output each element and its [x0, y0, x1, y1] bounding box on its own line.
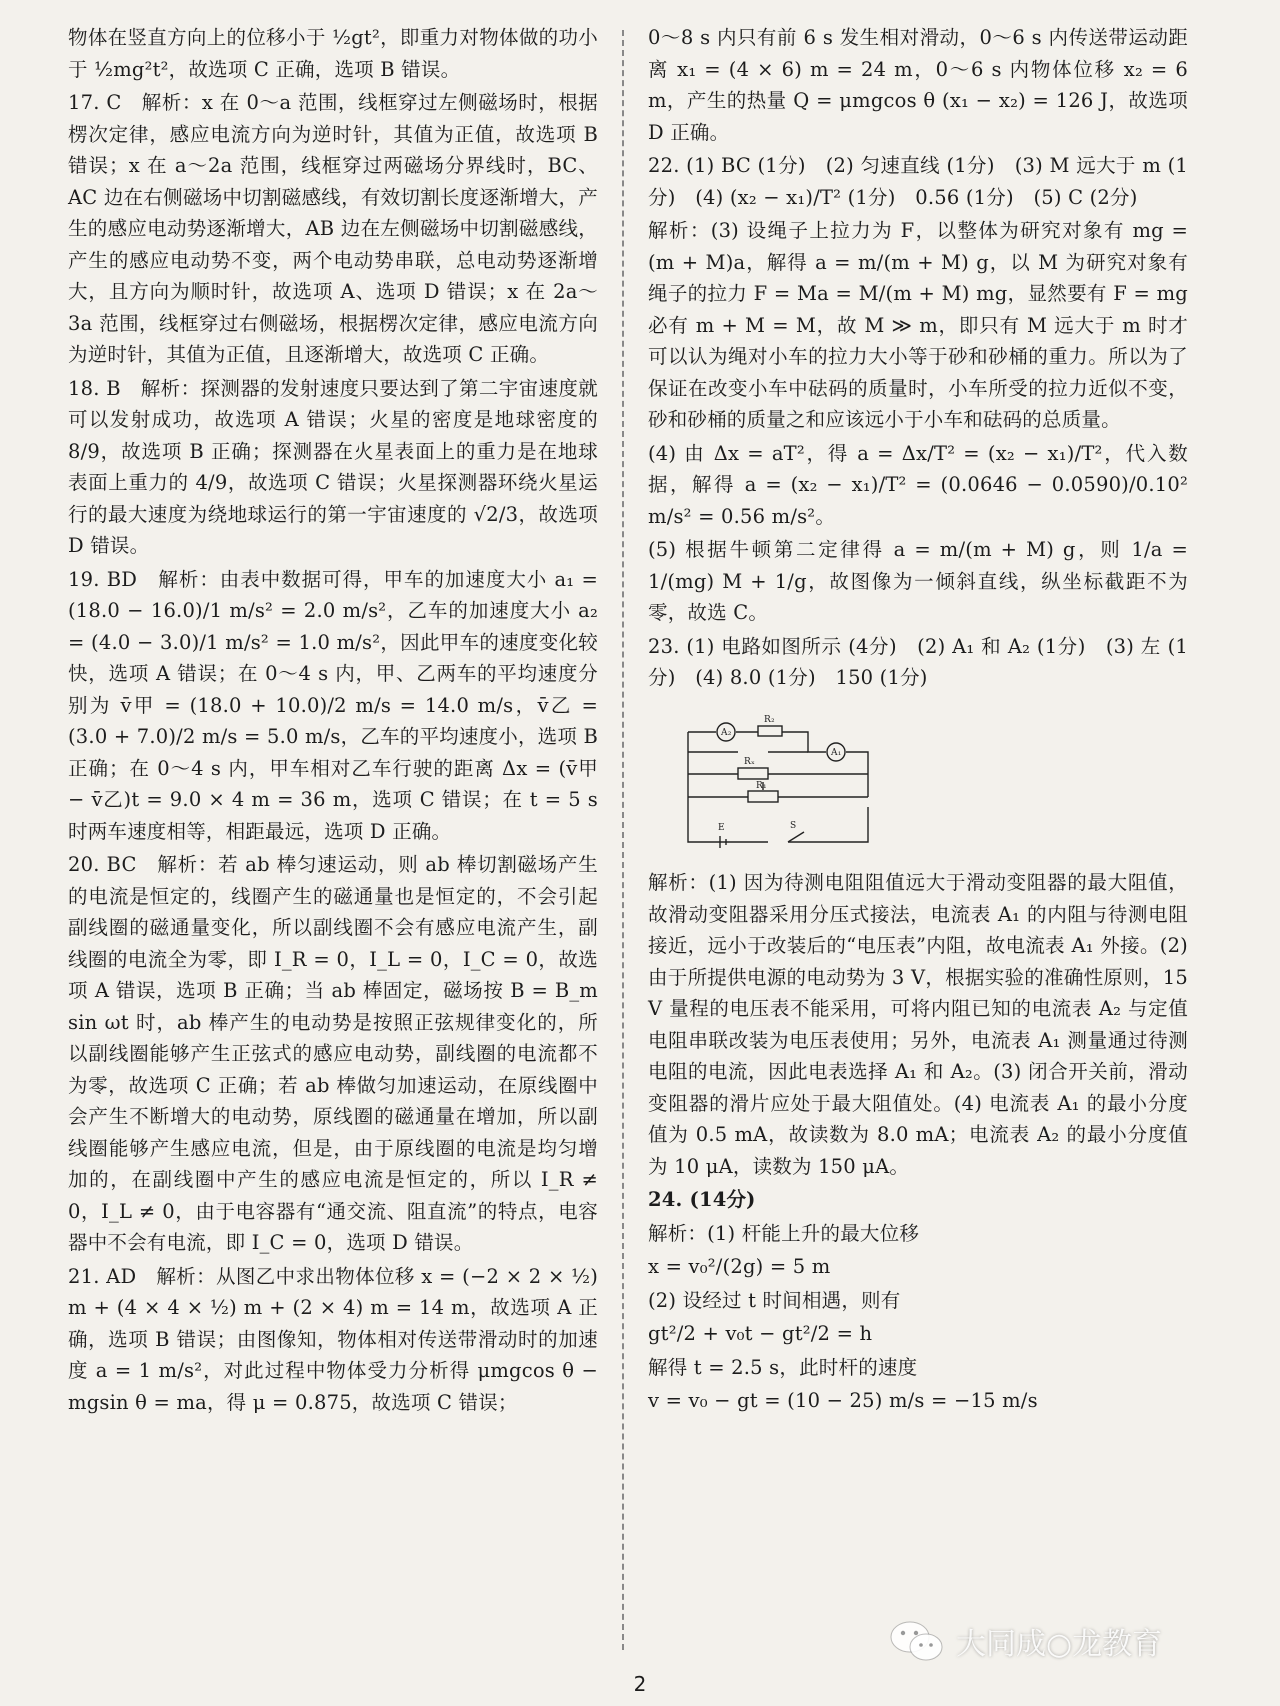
- paragraph-24-line-1: 解析：(1) 杆能上升的最大位移: [648, 1221, 920, 1245]
- paragraph-21-end: 0～8 s 内只有前 6 s 发生相对滑动，0～6 s 内传送带运动距离 x₁ = (4 × 6) m = 24 m，0～6 s 内物体位移 x₂ = 6 m，产生的热量 Q = μmgcos θ (x₁ − x₂) = 126 J，故选项 D 正确。: [648, 26, 1188, 144]
- paragraph-19: 19. BD 解析：由表中数据可得，甲车的加速度大小 a₁ = (18.0 − 16.0)/1 m/s² = 2.0 m/s²，乙车的加速度大小 a₂ = (4.0 − 3.0)/1 m/s² = 1.0 m/s²，因此甲车的速度变化较快，选项 A 错误；在 0～4 s 内，甲、乙两车的平均速度分别为 v̄甲 = (18.0 + 10.0)/2 m/s = 14.0 m/s，v̄乙 = (3.0 + 7.0)/2 m/s = 5.0 m/s，乙车的平均速度小，选项 B 正确；在 0～4 s 内，甲车相对乙车行驶的距离 Δx = (v̄甲 − v̄乙)t = 9.0 × 4 m = 36 m，选项 C 错误；在 t = 5 s 时两车速度相等，相距最远，选项 D 正确。: [68, 567, 598, 843]
- paragraph-24-line-6: v = v₀ − gt = (10 − 25) m/s = −15 m/s: [648, 1389, 1038, 1412]
- watermark: [888, 1618, 1162, 1664]
- watermark-text: 大同成○龙教育: [956, 1627, 1163, 1662]
- resistor-r1-label: R₁: [756, 780, 767, 791]
- paragraph-23-explain: 解析：(1) 因为待测电阻阻值远大于滑动变阻器的最大阻值，故滑动变阻器采用分压式接法，电流表 A₁ 的内阻与待测电阻接近，远小于改装后的“电压表”内阻，故电流表 A₁ 外接。(2) 由于所提供电源的电动势为 3 V，根据实验的准确性原则，15 V 量程的电压表不能采用，可将内阻已知的电流表 A₂ 与定值电阻串联改装为电压表使用；另外，电流表 A₁ 测量通过待测电阻的电流，因此电表选择 A₁ 和 A₂。(3) 闭合开关前，滑动变阻器的滑片应处于最大阻值处。(4) 电流表 A₁ 的最小分度值为 0.5 mA，故读数为 8.0 mA；电流表 A₂ 的最小分度值为 10 μA，读数为 150 μA。: [648, 871, 1188, 1178]
- paragraph-17: 17. C 解析：x 在 0～a 范围，线框穿过左侧磁场时，根据楞次定律，感应电流方向为逆时针，其值为正值，故选项 B 错误；x 在 a～2a 范围，线框穿过两磁场分界线时，BC、AC 边在右侧磁场中切割磁感线，有效切割长度逐渐增大，产生的感应电动势逐渐增大，AB 边在左侧磁场中切割磁感线，产生的感应电动势不变，两个电动势串联，总电动势逐渐增大，且方向为顺时针，故选项 A、选项 D 错误；x 在 2a～3a 范围，线框穿过右侧磁场，根据楞次定律，感应电流方向为逆时针，其值为正值，且逐渐增大，故选项 C 正确。: [68, 91, 598, 366]
- resistor-rx-label: Rₓ: [744, 756, 755, 767]
- battery-e-label: E: [718, 822, 725, 833]
- ammeter-a2-label: A₂: [721, 727, 732, 738]
- paragraph-16-end: 物体在竖直方向上的位移小于 ½gt²，即重力对物体做的功小于 ½mg²t²，故选项 C 正确，选项 B 错误。: [68, 26, 598, 81]
- paragraph-22-answers: 22. (1) BC (1分) (2) 匀速直线 (1分) (3) M 远大于 m (1分) (4) (x₂ − x₁)/T² (1分) 0.56 (1分) (5) C (2分): [648, 154, 1188, 209]
- paragraph-24-line-5: 解得 t = 2.5 s，此时杆的速度: [648, 1355, 918, 1379]
- paragraph-23-answers: 23. (1) 电路如图所示 (4分) (2) A₁ 和 A₂ (1分) (3) 左 (1分) (4) 8.0 (1分) 150 (1分): [648, 634, 1188, 689]
- paragraph-24-line-2: x = v₀²/(2g) = 5 m: [648, 1255, 831, 1278]
- paragraph-24-line-4: gt²/2 + v₀t − gt²/2 = h: [648, 1322, 873, 1345]
- right-column: [648, 22, 1188, 1419]
- page-number: 2: [633, 1672, 647, 1696]
- paragraph-21: 21. AD 解析：从图乙中求出物体位移 x = (−2 × 2 × ½) m + (4 × 4 × ½) m + (2 × 4) m = 14 m，故选项 A 正确，选项 B 错误；由图像知，物体相对传送带滑动时的加速度 a = 1 m/s²，对此过程中物体受力分析得 μmgcos θ − mgsin θ = ma，得 μ = 0.875，故选项 C 错误；: [68, 1264, 598, 1414]
- paragraph-20: 20. BC 解析：若 ab 棒匀速运动，则 ab 棒切割磁场产生的电流是恒定的，线圈产生的磁通量也是恒定的，不会引起副线圈的磁通量变化，所以副线圈不会有感应电流产生，副线圈的电流全为零，即 I_R = 0，I_L = 0，I_C = 0，故选项 A 错误，选项 B 正确；当 ab 棒固定，磁场按 B = B_m sin ωt 时，ab 棒产生的电动势是按照正弦规律变化的，所以副线圈能够产生正弦式的感应电动势，副线圈的电流都不为零，故选项 C 正确；若 ab 棒做匀加速运动，在原线圈中会产生不断增大的电动势，原线圈的磁通量在增加，所以副线圈能够产生感应电流，但是，由于原线圈的电流是均匀增加的，在副线圈中产生的感应电流是恒定的，所以 I_R ≠ 0，I_L ≠ 0，由于电容器有“通交流、阻直流”的特点，电容器中不会有电流，即 I_C = 0，选项 D 错误。: [68, 853, 598, 1254]
- paragraph-22-explain-3: 解析：(3) 设绳子上拉力为 F，以整体为研究对象有 mg = (m + M)a，解得 a = m/(m + M) g，以 M 为研究对象有绳子的拉力 F = Ma = M/(m + M) mg，显然要有 F = mg 必有 m + M = M，故 M ≫ m，即只有 M 远大于 m 时才可以认为绳对小车的拉力大小等于砂和砂桶的重力。所以为了保证在改变小车中砝码的质量时，小车所受的拉力近似不变，砂和砂桶的质量之和应该远小于小车和砝码的总质量。: [648, 219, 1188, 431]
- resistor-r2-label: R₂: [764, 714, 775, 725]
- paragraph-24-line-3: (2) 设经过 t 时间相遇，则有: [648, 1288, 901, 1312]
- paragraph-22-explain-4: (4) 由 Δx = aT²，得 a = Δx/T² = (x₂ − x₁)/T²，代入数据，解得 a = (x₂ − x₁)/T² = (0.0646 − 0.0590)/0.10² m/s² = 0.56 m/s²。: [648, 441, 1188, 528]
- column-divider: [622, 30, 624, 1650]
- paragraph-22-explain-5: (5) 根据牛顿第二定律得 a = m/(m + M) g，则 1/a = 1/(mg) M + 1/g，故图像为一倾斜直线，纵坐标截距不为零，故选 C。: [648, 538, 1188, 624]
- ammeter-a1-label: A₁: [831, 747, 842, 758]
- paragraph-24-heading: 24. (14分): [648, 1188, 756, 1211]
- wechat-icon: [888, 1618, 946, 1664]
- switch-s-label: S: [790, 820, 797, 831]
- circuit-diagram: [678, 702, 878, 852]
- left-column: [68, 22, 598, 1420]
- paragraph-18: 18. B 解析：探测器的发射速度只要达到了第二宇宙速度就可以发射成功，故选项 A 错误；火星的密度是地球密度的 8/9，故选项 B 正确；探测器在火星表面上的重力是在地球表面上重力的 4/9，故选项 C 错误；火星探测器环绕火星运行的最大速度为绕地球运行的第一宇宙速度的 √2/3，故选项 D 错误。: [68, 376, 598, 557]
